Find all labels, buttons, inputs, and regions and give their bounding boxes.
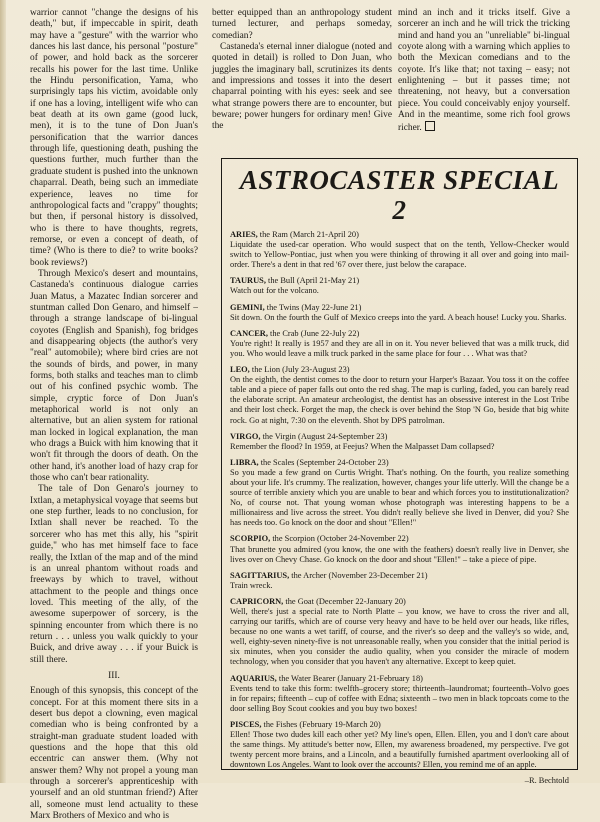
horoscope-entry bbox=[230, 303, 569, 323]
end-mark-icon bbox=[425, 121, 435, 131]
article-paragraph: The tale of Don Genaro's journey to Ixtlan, a metaphysical voyage that seems but one step further, leads to no conclusion, for Ixtlan shall never be reached. To the sorcerer who has met this ally, his "spirit guide," who has met himself face to face really, the Ixtlan of the map and of the mind is an unreal phantom without roads and freeways by which to travel, without attachment to the people and things once loved. This meeting of the ally, of the awesome superpower of sorcery, is the spinning encounter from which there is no return . . . unless you walk quickly to your Buick, and drive away . . . if your Buick is still there. bbox=[30, 484, 198, 665]
horoscope-heading bbox=[230, 303, 569, 313]
article-paragraph: mind an inch and it tricks itself. Give a sorcerer an inch and he will trick the tricking mind and hand you an "unreliable" bi-lingual coyote along with a warning which applies to both the Mexican comedians and to the coyote. It's like that; not taxing – easy; not enlightening – but it passes time; not threatening, not heavy, but a conversation piece. You could conceivably enjoy yourself. And in the meantime, some rich fool grows richer. bbox=[398, 8, 570, 134]
astrocaster-box bbox=[221, 158, 578, 786]
sign-dates: the Archer (November 23-December 21) bbox=[289, 570, 428, 580]
horoscope-entry bbox=[230, 597, 569, 668]
horoscope-text: So you made a few grand on Curtis Wright. That's nothing. On the fourth, you realize something about your life. It's crummy. The realization, however, changes your life utterly. Will the change be a source of terrible anxiety which you are unable to bear and which forces you to institutionalization? No, of course not. That young woman whose photograph was interesting happens to be a millionairess and live across the street. You didn't really believe she lived in Denver, did you? She has needs too. Go knock on the door and shout "Ellen!" bbox=[230, 467, 569, 528]
sign-dates: the Fishes (February 19-March 20) bbox=[261, 719, 381, 729]
horoscope-heading bbox=[230, 329, 569, 339]
article-paragraph: warrior cannot "change the designs of his death," but, if impeccable in spirit, death may have a "gesture" with the warrior who dances his last dance, his personal "posture" of power, and hold back as the sorcerer recalls his power for the last time. Unlike the Hindu personification, Yama, who surprisingly taps his victim, avoidable only if one has a loving, intelligent wife who can beat death at its own game (good luck, men), it is to the tune of Don Juan's personification that the warrior dances through life, questioning death, pushing the questions further, much further than the graduate student is pushed into the unknown chaparral. Death, being such an immediate experience, leaves no time for anthropological facts and "crappy" thoughts; but then, if personal history is dissolved, who is there to have thoughts, regrets, remorse, or even a concept of death, of time? (Who is there to die? to write books? book reviews?) bbox=[30, 8, 198, 268]
article-column-left bbox=[30, 8, 198, 822]
sign-dates: the Scorpion (October 24-November 22) bbox=[270, 534, 409, 544]
horoscope-text: Events tend to take this form: twelfth–grocery store; thirteenth–laundromat; fourteenth–Volvo goes in for repairs; fifteenth – cup of coffee with Edna; sixteenth – two men in black topcoats come to the door selling Boy Scout cookies and you buy two boxes! bbox=[230, 683, 569, 713]
horoscope-heading bbox=[230, 571, 569, 581]
horoscope-entry bbox=[230, 674, 569, 714]
horoscope-heading bbox=[230, 230, 569, 240]
horoscope-text: Liquidate the used-car operation. Who would suspect that on the tenth, Yellow-Checker would switch to Yellow-Pontiac, just when you were thinking of throwing it all over and going into mail-order. There's a dent in that red '67 over there, just below the carapace. bbox=[230, 240, 569, 270]
article-paragraph: Castaneda's eternal inner dialogue (noted and quoted in detail) is rolled to Don Juan, who juggles the imaginary ball, scrutinizes its dents and impressions and tosses it into the desert chaparral pointing with his eyes: seek and see what strange powers there are to encounter, but beware; power hungers for ordinary men! Give the bbox=[212, 42, 392, 132]
sign-dates: the Goat (December 22-January 20) bbox=[283, 596, 406, 606]
horoscope-entry bbox=[230, 720, 569, 770]
horoscope-entry bbox=[230, 571, 569, 591]
astrocaster-title: ASTROCASTER SPECIAL 2 bbox=[239, 165, 560, 225]
article-paragraph: better equipped than an anthropology student turned lecturer, and perhaps someday, comedian? bbox=[212, 8, 392, 41]
article-paragraph: Enough of this synopsis, this concept of the concept. For at this moment there sits in a desert bus depot a clowning, even magical comedian who is being confronted by a straight-man graduate student loaded with questions and the hope that this old eccentric can answer them. (Why not answer them? Why not propel a young man through a sorcerer's apprenticeship with yourself and an old stuntman friend?) After all, someone must lend actuality to these Marx Brothers of Mexico and who is bbox=[30, 686, 198, 822]
horoscope-text: Remember the flood? In 1959, at Feejus? When the Malpasset Dam collapsed? bbox=[230, 441, 495, 451]
horoscope-entry bbox=[230, 534, 569, 564]
sign-name: PISCES, bbox=[230, 719, 262, 729]
sign-dates: the Crab (June 22-July 22) bbox=[267, 328, 360, 338]
horoscope-heading bbox=[230, 720, 569, 730]
horoscope-text: Watch out for the volcano. bbox=[230, 286, 319, 296]
sign-dates: the Ram (March 21-April 20) bbox=[257, 230, 359, 239]
sign-dates: the Lion (July 23-August 23) bbox=[249, 365, 350, 375]
horoscope-entry bbox=[230, 432, 569, 452]
sign-dates: the Twins (May 22-June 21) bbox=[264, 302, 362, 312]
horoscope-text: That brunette you admired (you know, the one with the feathers) doesn't really live in Denver, she lives over on Chevy Chase. Go knock on the door and shout "Ellen!" – take a piece of pipe. bbox=[230, 544, 569, 564]
sign-name: AQUARIUS, bbox=[230, 673, 277, 683]
horoscope-entry bbox=[230, 365, 569, 426]
sign-name: GEMINI, bbox=[230, 302, 265, 312]
article-paragraph: Through Mexico's desert and mountains, Castaneda's continuous dialogue carries Juan Matus, a Mazatec Indian sorcerer and stuntman called Don Genaro, and himself – through a strange landscape of bi-lingual coyotes (English and Spanish), fog bridges and disappearing objects (the author's very "real" automobile); where bird cries are not the sounds of birds, and power, in many forms, both stalks and teaches man to climb out of his confined psychic womb. The simple, cryptic force of Don Juan's metaphorical world is not only an alternative, but an alien system for rational man locked in logical explanation, the man who drags a Buick with him knowing that it won't fit through the doors of death. On the other hand, it's another load of hazy crap for those who can't bear rationality. bbox=[30, 268, 198, 484]
sign-name: SCORPIO, bbox=[230, 534, 271, 544]
sign-name: SAGITTARIUS, bbox=[230, 570, 290, 580]
sign-dates: the Virgin (August 24-September 23) bbox=[260, 431, 388, 441]
article-column-middle bbox=[212, 8, 392, 133]
sign-name: CAPRICORN, bbox=[230, 596, 284, 606]
horoscope-entry bbox=[230, 276, 569, 296]
horoscope-text: Well, there's just a special rate to North Platte – you know, we have to cross the river and all, carrying our tariffs, which are of course very heavy and have to be held over our heads, like rifles, because no one wants a wet tariff, of course, and the river's so deep and the valley's so wide, and, well, eighty-seven ninety-five is not unreasonable really, when you consider that the initial period is six minutes, when you consider the audio quality, when you consider the miracle of modern technology, when you consider that you haven't any alternative. Except to keep quiet. bbox=[230, 607, 569, 667]
horoscope-list bbox=[230, 230, 569, 770]
horoscope-text: Train wreck. bbox=[230, 580, 273, 590]
sign-name: ARIES, bbox=[230, 230, 258, 239]
horoscope-heading bbox=[230, 534, 569, 544]
sign-name: LIBRA, bbox=[230, 457, 259, 467]
horoscope-text: On the eighth, the dentist comes to the door to return your Harper's Bazaar. You toss it on the coffee table and a piece of paper falls out onto the red shag. The map is curling, faded, you can barely read the elaborate script. An amateur archeologist, the dentist has an obsessive interest in the Lost Tribe and their lost check. Forget the map, the check is over behind the Stop 'N Go, beside that big white rock. Go at night, 7:30 on the eleventh. Shot by DPS patrolman. bbox=[230, 375, 569, 425]
horoscope-heading bbox=[230, 432, 569, 442]
sign-name: TAURUS, bbox=[230, 276, 266, 286]
horoscope-heading bbox=[230, 674, 569, 684]
horoscope-entry bbox=[230, 458, 569, 529]
sign-name: CANCER, bbox=[230, 328, 268, 338]
author-byline: –R. Bechtold bbox=[524, 776, 569, 786]
horoscope-heading bbox=[230, 458, 569, 468]
sign-dates: the Water Bearer (January 21-February 18) bbox=[276, 673, 423, 683]
horoscope-text: Sit down. On the fourth the Gulf of Mexico creeps into the yard. A beach house! Lucky you. Sharks. bbox=[230, 312, 567, 322]
horoscope-entry bbox=[230, 329, 569, 359]
horoscope-entry bbox=[230, 230, 569, 270]
sign-dates: the Scales (September 24-October 23) bbox=[258, 457, 389, 467]
sign-dates: the Bull (April 21-May 21) bbox=[265, 276, 360, 286]
horoscope-text: Ellen! Those two dudes kill each other yet? My line's open, Ellen. Ellen, you and I don't care about the same things. My attitude's better now, Ellen, my awareness broadened, my perspective. I've got twenty percent more brains, and a Lincoln, and a beautifully furnished apartment overlooking all of downtown Los Angeles. Want to look over the accounts? Ellen, you remind me of an apple. bbox=[230, 730, 569, 770]
section-number: III. bbox=[108, 670, 120, 681]
horoscope-heading bbox=[230, 365, 569, 375]
sign-name: VIRGO, bbox=[230, 431, 261, 441]
horoscope-text: You're right! It really is 1957 and they are all in on it. You never believed that was a milk truck, did you. Who would leave a milk truck parked in the same place for four . . . What was that? bbox=[230, 338, 569, 358]
horoscope-heading bbox=[230, 597, 569, 607]
sign-name: LEO, bbox=[230, 365, 250, 375]
article-column-right bbox=[398, 8, 570, 135]
horoscope-heading bbox=[230, 276, 569, 286]
